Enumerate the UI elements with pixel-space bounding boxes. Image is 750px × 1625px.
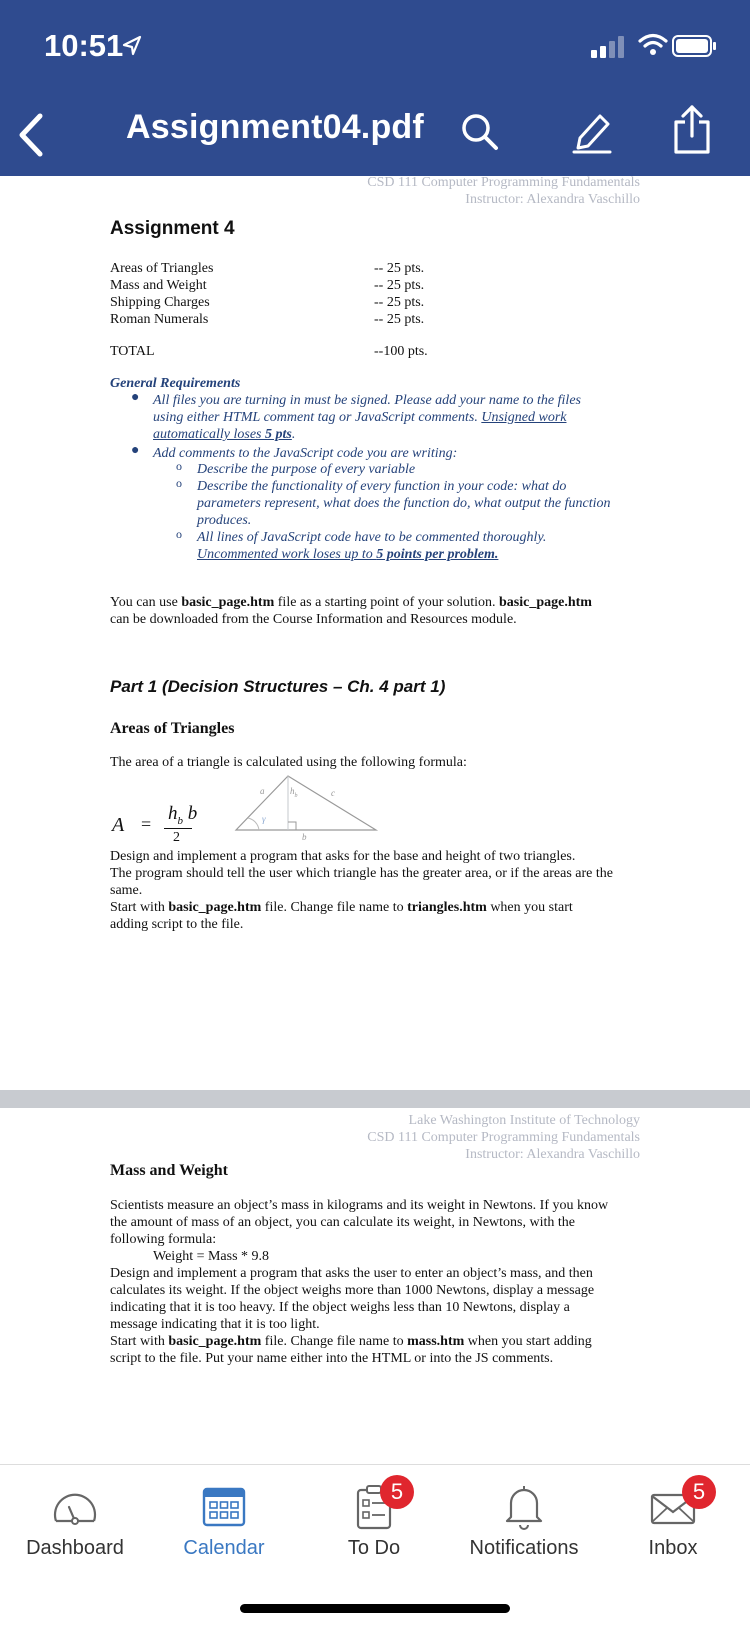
todo-badge: 5 xyxy=(380,1475,414,1509)
formula-variable-a: A xyxy=(112,814,125,836)
formula-equals: = xyxy=(141,814,152,834)
triangles-intro: The area of a triangle is calculated using the following formula: xyxy=(110,755,467,770)
bell-icon xyxy=(499,1481,549,1531)
annotate-pen-button[interactable] xyxy=(570,108,612,154)
triangle-label-gamma: γ xyxy=(262,814,266,824)
document-title: Assignment04.pdf xyxy=(126,108,424,146)
formula-denominator: 2 xyxy=(173,830,180,845)
status-time: 10:51 xyxy=(44,28,124,63)
triangle-label-hb: $h_b$ xyxy=(290,786,298,799)
triangle-diagram xyxy=(232,774,382,848)
formula-numerator: $h_b$ b xyxy=(168,803,198,827)
bottom-tab-bar: Dashboard Calendar 5 To Do Notifications 5 Inbox xyxy=(0,1464,750,1625)
home-indicator xyxy=(240,1604,510,1613)
triangle-label-c: c xyxy=(331,788,335,798)
dashboard-icon xyxy=(50,1481,100,1531)
bullet-dot: ● xyxy=(131,443,140,458)
bullet-dot: ● xyxy=(131,390,140,405)
sub-bullet: o xyxy=(176,459,182,473)
sub-requirement-2: Describe the functionality of every function in your code: what do parameters represent, what does the function do, what output the function produces. xyxy=(197,479,611,528)
pdf-page-2 xyxy=(0,1108,750,1464)
sub-requirement-3: All lines of JavaScript code have to be commented thoroughly. Uncommented work loses up to 5 points per problem. xyxy=(197,530,547,562)
total-label: TOTAL xyxy=(110,344,155,359)
sub-bullet: o xyxy=(176,476,182,490)
triangle-label-b: b xyxy=(302,832,307,842)
mass-weight-description: Scientists measure an object’s mass in kilograms and its weight in Newtons. If you know the amount of mass of an object, you can calculate its weight, in Newtons, with the following formula: Weight = Mass * 9.8 Design and implement a program that asks the user to enter an object’s mass, and then calculates its weight. If the object weighs more than 1000 Newtons, display a message indicating that it is too heavy. If the object weighs less than 10 Newtons, display a message indicating that it is too light. Start with basic_page.htm file. Change file name to mass.htm when you start adding script to the file. Put your name either into the HTML or into the JS comments. xyxy=(110,1198,609,1366)
page-separator xyxy=(0,1090,750,1108)
total-points: --100 pts. xyxy=(374,344,428,359)
share-button[interactable] xyxy=(672,104,712,156)
cellular-signal-icon xyxy=(591,36,627,58)
inbox-badge: 5 xyxy=(682,1475,716,1509)
sub-requirement-1: Describe the purpose of every variable xyxy=(197,462,416,477)
starting-point-note: You can use basic_page.htm file as a starting point of your solution. basic_page.htm can be downloaded from the Course Information and Resources module. xyxy=(110,595,592,627)
running-head: CSD 111 Computer Programming Fundamentals Instructor: Alexandra Vaschillo xyxy=(367,175,640,207)
running-head: Lake Washington Institute of Technology CSD 111 Computer Programming Fundamentals Instructor: Alexandra Vaschillo xyxy=(367,1113,640,1162)
part-heading: Part 1 (Decision Structures – Ch. 4 part 1) xyxy=(110,677,446,696)
assignment-heading: Assignment 4 xyxy=(110,218,235,239)
app-header xyxy=(0,0,750,176)
formula-fraction-bar xyxy=(164,828,192,829)
battery-icon xyxy=(672,35,718,57)
score-points: -- 25 pts. -- 25 pts. -- 25 pts. -- 25 pts. xyxy=(374,261,425,327)
sub-bullet: o xyxy=(176,527,182,541)
calendar-icon xyxy=(199,1481,249,1531)
pdf-page-1 xyxy=(0,176,750,1090)
triangle-label-a: a xyxy=(260,786,265,796)
back-button[interactable] xyxy=(14,110,54,160)
requirements-heading: General Requirements xyxy=(110,376,241,391)
search-button[interactable] xyxy=(460,112,500,154)
location-arrow-icon xyxy=(122,35,142,57)
score-items: Areas of Triangles Mass and Weight Shipping Charges Roman Numerals xyxy=(110,261,214,327)
requirement-2: Add comments to the JavaScript code you are writing: xyxy=(153,446,458,461)
mass-weight-heading: Mass and Weight xyxy=(110,1162,228,1179)
requirement-1: All files you are turning in must be signed. Please add your name to the files using either HTML comment tag or JavaScript comments. Unsigned work automatically loses 5 pts. xyxy=(153,393,581,442)
triangles-description: Design and implement a program that asks for the base and height of two triangles. The program should tell the user which triangle has the greater area, or if the areas are the same. Start with basic_page.htm file. Change file name to triangles.htm when you start adding script to the file. xyxy=(110,849,614,932)
triangles-heading: Areas of Triangles xyxy=(110,720,235,737)
wifi-icon xyxy=(638,33,668,57)
